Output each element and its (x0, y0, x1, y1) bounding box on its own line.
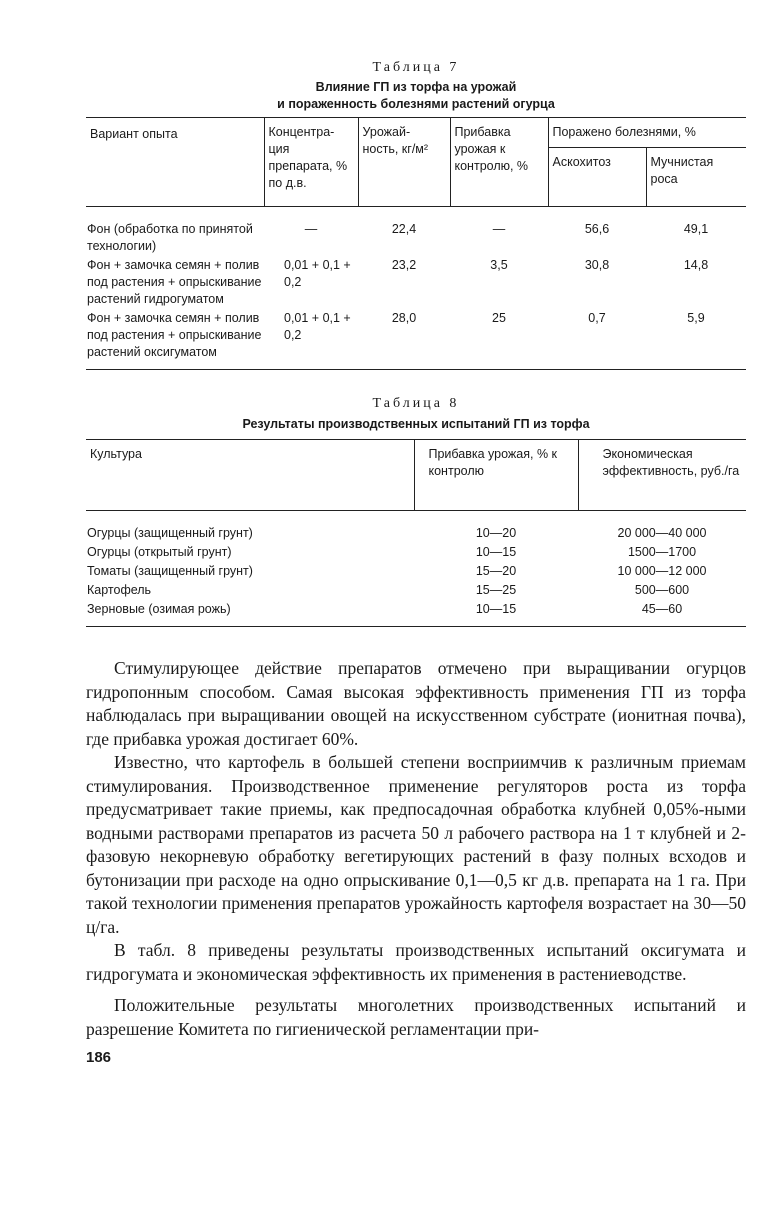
table7-header-ascochyta: Аскохитоз (548, 148, 646, 207)
table8-cell-efficiency: 1500—1700 (627, 545, 697, 559)
table7-cell-increase: 3,5 (490, 258, 508, 272)
table8-cell-increase: 10—15 (475, 545, 517, 559)
table7-cell-increase: — (492, 222, 506, 236)
table7-cell-variant: Фон + замочка семян + полив под растения + опрыскивание растений гидрогуматом (87, 258, 262, 306)
table7-cell-yield: 23,2 (391, 258, 417, 272)
paragraph: В табл. 8 приведены результаты производственных испытаний оксигумата и гидрогумата и экономическая эффективность их применения в растениеводстве. (86, 940, 746, 984)
body-text (86, 657, 746, 1041)
table8-header-crop: Культура (90, 447, 142, 461)
table8-cell-increase: 15—20 (475, 564, 517, 578)
table8-cell-crop: Томаты (защищенный грунт) (87, 564, 253, 578)
table7-cell-variant: Фон (обработка по принятой технологии) (87, 222, 253, 253)
table7-cell-powdery: 5,9 (687, 311, 705, 325)
table-row (86, 562, 746, 581)
table8-cell-increase: 15—25 (475, 583, 517, 597)
table-row (86, 309, 746, 370)
table8-header-efficiency: Экономическая эффективность, руб./га (578, 440, 746, 511)
table7-cell-ascochyta: 56,6 (584, 222, 610, 236)
table8-cell-crop: Огурцы (открытый грунт) (87, 545, 232, 559)
table7-caption: Таблица 7 (372, 60, 460, 75)
table8-header-increase: Прибавка урожая, % к контролю (414, 440, 578, 511)
table-row (86, 543, 746, 562)
paragraph: Стимулирующее действие препаратов отмечено при выращивании огурцов гидропонным способом. Самая высокая эффективность применения ГП из торфа наблюдалась при выращивании овощей на искусственном субстрате (ионитная почва), где прибавка урожая достигает 60%. (86, 658, 746, 749)
table7-cell-concentration: — (304, 222, 318, 236)
page-content (86, 60, 746, 1066)
table7-header-powdery: Мучнистая роса (646, 148, 746, 207)
table7-cell-yield: 22,4 (391, 222, 417, 236)
table8-cell-efficiency: 500—600 (634, 583, 690, 597)
table7-header-yield: Урожай- ность, кг/м² (358, 118, 450, 207)
table7 (86, 117, 746, 370)
table8-cell-efficiency: 20 000—40 000 (617, 526, 707, 540)
table7-header-diseased: Поражено болезнями, % (548, 118, 746, 148)
table-row (86, 511, 746, 544)
table8-title: Результаты производственных испытаний ГП из торфа (242, 417, 590, 431)
table8-cell-crop: Картофель (87, 583, 152, 597)
table7-cell-variant: Фон + замочка семян + полив под растения + опрыскивание растений оксигуматом (87, 311, 262, 359)
table-row (86, 600, 746, 627)
table7-cell-ascochyta: 30,8 (584, 258, 610, 272)
table7-cell-ascochyta: 0,7 (588, 311, 606, 325)
table7-title-line1: Влияние ГП из торфа на урожай (315, 80, 517, 94)
table8-cell-increase: 10—15 (475, 602, 517, 616)
table7-cell-concentration: 0,01 + 0,1 + 0,2 (284, 311, 351, 342)
table-row (86, 207, 746, 257)
table7-cell-increase: 25 (492, 311, 506, 325)
table7-cell-powdery: 14,8 (683, 258, 709, 272)
table7-header-concentration: Концентра- ция препарата, % по д.в. (264, 118, 358, 207)
table8-cell-crop: Огурцы (защищенный грунт) (87, 526, 253, 540)
table8-caption: Таблица 8 (372, 396, 460, 411)
table7-title-line2: и пораженность болезнями растений огурца (277, 97, 555, 111)
table8-cell-crop: Зерновые (озимая рожь) (87, 602, 231, 616)
table8-cell-efficiency: 10 000—12 000 (617, 564, 707, 578)
table7-cell-powdery: 49,1 (683, 222, 709, 236)
paragraph: Известно, что картофель в большей степени восприимчив к различным приемам стимулирования. Производственное применение регуляторов роста из торфа предусматривает такие приемы, как предпосадочная обработка клубней 0,05%-ными водными растворами препаратов из расчета 50 л рабочего раствора на 1 т клубней и 2-фазовую некорневую обработку вегетирующих растений в фазу полных всходов и бутонизации при расходе на одно опрыскивание 0,1—0,5 кг д.в. препарата на 1 га. При такой технологии применения препаратов урожайность картофеля возрастает на 30—50 ц/га. (86, 752, 746, 937)
table7-header-variant: Вариант опыта (86, 118, 264, 207)
table-row (86, 256, 746, 309)
table7-header-increase: Прибавка урожая к контролю, % (450, 118, 548, 207)
table7-cell-yield: 28,0 (391, 311, 417, 325)
table8-cell-efficiency: 45—60 (641, 602, 683, 616)
table7-cell-concentration: 0,01 + 0,1 + 0,2 (284, 258, 351, 289)
table8 (86, 439, 746, 627)
table8-cell-increase: 10—20 (475, 526, 517, 540)
table-row (86, 581, 746, 600)
paragraph: Положительные результаты многолетних производственных испытаний и разрешение Комитета по гигиенической регламентации при- (86, 995, 746, 1039)
page-number: 186 (86, 1049, 112, 1066)
